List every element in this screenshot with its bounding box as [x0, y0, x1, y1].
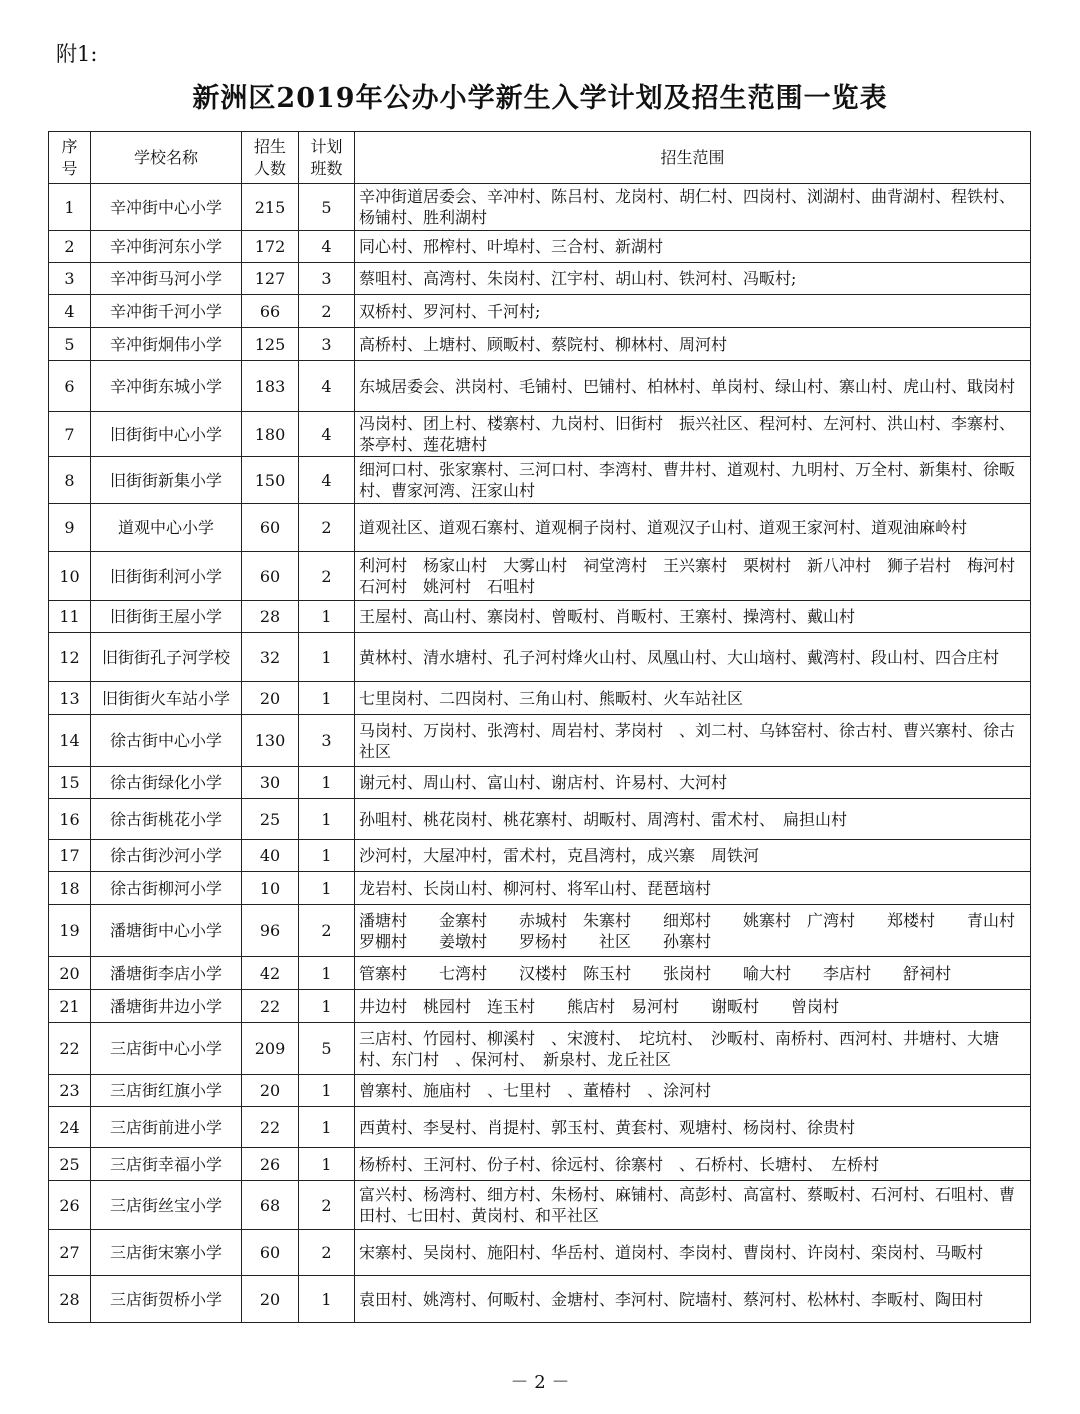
page-title: 新洲区2019年公办小学新生入学计划及招生范围一览表 — [192, 83, 888, 114]
student-count: 215 — [242, 184, 299, 231]
student-count: 68 — [242, 1181, 299, 1230]
school-name: 旧街街利河小学 — [91, 552, 242, 601]
class-count: 3 — [299, 715, 355, 767]
row-number: 17 — [49, 840, 91, 872]
enrollment-range: 辛冲街道居委会、辛冲村、陈吕村、龙岗村、胡仁村、四岗村、浏湖村、曲背湖村、程铁村、杨铺村、胜利湖村 — [355, 184, 1031, 231]
student-count: 60 — [242, 1230, 299, 1276]
school-name: 辛冲街河东小学 — [91, 231, 242, 263]
table-row — [49, 552, 1031, 601]
school-name: 三店街宋寨小学 — [91, 1230, 242, 1276]
row-number: 20 — [49, 957, 91, 990]
school-name: 潘塘街李店小学 — [91, 957, 242, 990]
school-name: 三店街前进小学 — [91, 1107, 242, 1148]
class-count: 4 — [299, 412, 355, 457]
row-number: 27 — [49, 1230, 91, 1276]
class-count: 1 — [299, 872, 355, 905]
enrollment-range: 同心村、邢榨村、叶埠村、三合村、新湖村 — [355, 231, 1031, 263]
class-count: 3 — [299, 328, 355, 361]
enrollment-range: 王屋村、高山村、寨岗村、曾畈村、肖畈村、王寨村、操湾村、戴山村 — [355, 601, 1031, 633]
student-count: 20 — [242, 1075, 299, 1107]
school-name: 辛冲街中心小学 — [91, 184, 242, 231]
student-count: 22 — [242, 1107, 299, 1148]
table-row — [49, 457, 1031, 504]
student-count: 172 — [242, 231, 299, 263]
school-name: 徐古街柳河小学 — [91, 872, 242, 905]
row-number: 21 — [49, 990, 91, 1023]
class-count: 5 — [299, 184, 355, 231]
student-count: 183 — [242, 361, 299, 412]
school-name: 旧街街新集小学 — [91, 457, 242, 504]
table-row — [49, 799, 1031, 840]
row-number: 1 — [49, 184, 91, 231]
class-count: 2 — [299, 1230, 355, 1276]
enrollment-range: 利河村 杨家山村 大雾山村 祠堂湾村 王兴寨村 栗树村 新八冲村 狮子岩村 梅河村 石河村 姚河村 石咀村 — [355, 552, 1031, 601]
enrollment-range: 井边村 桃园村 连玉村 熊店村 易河村 谢畈村 曾岗村 — [355, 990, 1031, 1023]
school-name: 潘塘街井边小学 — [91, 990, 242, 1023]
row-number: 19 — [49, 905, 91, 957]
school-name: 三店街中心小学 — [91, 1023, 242, 1075]
row-number: 16 — [49, 799, 91, 840]
table-row — [49, 767, 1031, 799]
row-number: 25 — [49, 1148, 91, 1181]
table-row — [49, 872, 1031, 905]
row-number: 11 — [49, 601, 91, 633]
table-row — [49, 1230, 1031, 1276]
enrollment-range: 西黄村、李旻村、肖提村、郭玉村、黄套村、观塘村、杨岗村、徐贵村 — [355, 1107, 1031, 1148]
enrollment-range: 孙咀村、桃花岗村、桃花寨村、胡畈村、周湾村、雷术村、 扁担山村 — [355, 799, 1031, 840]
row-number: 12 — [49, 633, 91, 682]
table-header-row — [49, 132, 1031, 184]
student-count: 66 — [242, 295, 299, 328]
class-count: 1 — [299, 767, 355, 799]
row-number: 7 — [49, 412, 91, 457]
table-row — [49, 1107, 1031, 1148]
row-number: 28 — [49, 1276, 91, 1323]
class-count: 1 — [299, 840, 355, 872]
student-count: 125 — [242, 328, 299, 361]
enrollment-range: 道观社区、道观石寨村、道观桐子岗村、道观汉子山村、道观王家河村、道观油麻岭村 — [355, 504, 1031, 552]
school-name: 旧街街中心小学 — [91, 412, 242, 457]
table-row — [49, 1276, 1031, 1323]
table-row — [49, 601, 1031, 633]
enrollment-range: 曾寨村、施庙村 、七里村 、董椿村 、涂河村 — [355, 1075, 1031, 1107]
page-number: － 2 － — [510, 1372, 570, 1393]
school-name: 旧街街火车站小学 — [91, 682, 242, 715]
enrollment-range: 蔡咀村、高湾村、朱岗村、江宇村、胡山村、铁河村、冯畈村; — [355, 263, 1031, 295]
class-count: 1 — [299, 990, 355, 1023]
enrollment-range: 富兴村、杨湾村、细方村、朱杨村、麻铺村、高彭村、高富村、蔡畈村、石河村、石咀村、曹田村、七田村、黄岗村、和平社区 — [355, 1181, 1031, 1230]
student-count: 42 — [242, 957, 299, 990]
row-number: 26 — [49, 1181, 91, 1230]
row-number: 13 — [49, 682, 91, 715]
attachment-label: 附1: — [56, 42, 98, 66]
enrollment-table — [48, 131, 1048, 1323]
row-number: 4 — [49, 295, 91, 328]
student-count: 150 — [242, 457, 299, 504]
enrollment-range: 管寨村 七湾村 汉楼村 陈玉村 张岗村 喻大村 李店村 舒祠村 — [355, 957, 1031, 990]
school-name: 旧街街王屋小学 — [91, 601, 242, 633]
class-count: 1 — [299, 957, 355, 990]
school-name: 三店街幸福小学 — [91, 1148, 242, 1181]
enrollment-range: 宋寨村、吴岗村、施阳村、华岳村、道岗村、李岗村、曹岗村、许岗村、栾岗村、马畈村 — [355, 1230, 1031, 1276]
school-name: 辛冲街东城小学 — [91, 361, 242, 412]
table-row — [49, 504, 1031, 552]
student-count: 25 — [242, 799, 299, 840]
table-row — [49, 905, 1031, 957]
student-count: 180 — [242, 412, 299, 457]
table-row — [49, 957, 1031, 990]
table-row — [49, 990, 1031, 1023]
class-count: 4 — [299, 457, 355, 504]
row-number: 10 — [49, 552, 91, 601]
class-count: 2 — [299, 1181, 355, 1230]
table-row — [49, 412, 1031, 457]
enrollment-range: 冯岗村、团上村、楼寨村、九岗村、旧街村 振兴社区、程河村、左河村、洪山村、李寨村、茶亭村、莲花塘村 — [355, 412, 1031, 457]
student-count: 20 — [242, 1276, 299, 1323]
student-count: 96 — [242, 905, 299, 957]
class-count: 1 — [299, 799, 355, 840]
student-count: 130 — [242, 715, 299, 767]
enrollment-range: 细河口村、张家寨村、三河口村、李湾村、曹井村、道观村、九明村、万全村、新集村、徐畈村、曹家河湾、汪家山村 — [355, 457, 1031, 504]
class-count: 1 — [299, 1107, 355, 1148]
school-name: 三店街红旗小学 — [91, 1075, 242, 1107]
enrollment-range: 杨桥村、王河村、份子村、徐远村、徐寨村 、石桥村、长塘村、 左桥村 — [355, 1148, 1031, 1181]
class-count: 1 — [299, 633, 355, 682]
header-range: 招生范围 — [355, 132, 1031, 184]
row-number: 14 — [49, 715, 91, 767]
student-count: 209 — [242, 1023, 299, 1075]
header-students: 招生 人数 — [242, 132, 299, 184]
table-row — [49, 1075, 1031, 1107]
class-count: 1 — [299, 1075, 355, 1107]
table-row — [49, 840, 1031, 872]
row-number: 24 — [49, 1107, 91, 1148]
school-name: 徐古街绿化小学 — [91, 767, 242, 799]
row-number: 18 — [49, 872, 91, 905]
enrollment-range: 双桥村、罗河村、千河村; — [355, 295, 1031, 328]
table-row — [49, 633, 1031, 682]
header-classes: 计划 班数 — [299, 132, 355, 184]
row-number: 2 — [49, 231, 91, 263]
student-count: 60 — [242, 504, 299, 552]
row-number: 15 — [49, 767, 91, 799]
table-row — [49, 1023, 1031, 1075]
row-number: 3 — [49, 263, 91, 295]
school-name: 道观中心小学 — [91, 504, 242, 552]
class-count: 1 — [299, 601, 355, 633]
class-count: 1 — [299, 1276, 355, 1323]
school-name: 徐古街桃花小学 — [91, 799, 242, 840]
enrollment-range: 龙岩村、长岗山村、柳河村、将军山村、琵琶垴村 — [355, 872, 1031, 905]
student-count: 22 — [242, 990, 299, 1023]
student-count: 40 — [242, 840, 299, 872]
school-name: 潘塘街中心小学 — [91, 905, 242, 957]
row-number: 23 — [49, 1075, 91, 1107]
student-count: 30 — [242, 767, 299, 799]
enrollment-range: 东城居委会、洪岗村、毛铺村、巴铺村、柏林村、单岗村、绿山村、寨山村、虎山村、戢岗村 — [355, 361, 1031, 412]
header-school: 学校名称 — [91, 132, 242, 184]
enrollment-range: 黄林村、清水塘村、孔子河村烽火山村、凤凰山村、大山垴村、戴湾村、段山村、四合庄村 — [355, 633, 1031, 682]
table-row — [49, 361, 1031, 412]
class-count: 1 — [299, 682, 355, 715]
row-number: 5 — [49, 328, 91, 361]
school-name: 辛冲街马河小学 — [91, 263, 242, 295]
enrollment-range: 马岗村、万岗村、张湾村、周岩村、茅岗村 、刘二村、乌钵窑村、徐古村、曹兴寨村、徐古社区 — [355, 715, 1031, 767]
table-row — [49, 184, 1031, 231]
row-number: 22 — [49, 1023, 91, 1075]
enrollment-range: 高桥村、上塘村、顾畈村、蔡院村、柳林村、周河村 — [355, 328, 1031, 361]
enrollment-range: 三店村、竹园村、柳溪村 、宋渡村、 坨坑村、 沙畈村、南桥村、西河村、井塘村、大塘村、东门村 、保河村、 新泉村、龙丘社区 — [355, 1023, 1031, 1075]
student-count: 28 — [242, 601, 299, 633]
class-count: 1 — [299, 1148, 355, 1181]
table-row — [49, 328, 1031, 361]
school-name: 辛冲街千河小学 — [91, 295, 242, 328]
table-row — [49, 1181, 1031, 1230]
table-row — [49, 682, 1031, 715]
class-count: 2 — [299, 504, 355, 552]
row-number: 6 — [49, 361, 91, 412]
table-row — [49, 1148, 1031, 1181]
enrollment-range: 沙河村，大屋冲村，雷术村，克昌湾村，成兴寨 周铁河 — [355, 840, 1031, 872]
school-name: 徐古街中心小学 — [91, 715, 242, 767]
class-count: 5 — [299, 1023, 355, 1075]
student-count: 32 — [242, 633, 299, 682]
row-number: 8 — [49, 457, 91, 504]
table-row — [49, 295, 1031, 328]
header-no: 序 号 — [49, 132, 91, 184]
school-name: 徐古街沙河小学 — [91, 840, 242, 872]
table-body — [49, 184, 1048, 1323]
student-count: 60 — [242, 552, 299, 601]
school-name: 旧街街孔子河学校 — [91, 633, 242, 682]
school-name: 三店街丝宝小学 — [91, 1181, 242, 1230]
school-name: 辛冲街炯伟小学 — [91, 328, 242, 361]
class-count: 3 — [299, 263, 355, 295]
table-row — [49, 263, 1031, 295]
class-count: 4 — [299, 231, 355, 263]
enrollment-range: 谢元村、周山村、富山村、谢店村、许易村、大河村 — [355, 767, 1031, 799]
class-count: 2 — [299, 552, 355, 601]
table-row — [49, 715, 1031, 767]
student-count: 127 — [242, 263, 299, 295]
student-count: 10 — [242, 872, 299, 905]
enrollment-range: 潘塘村 金寨村 赤城村 朱寨村 细郑村 姚寨村 广湾村 郑楼村 青山村 罗棚村 姜墩村 罗杨村 社区 孙寨村 — [355, 905, 1031, 957]
enrollment-range: 七里岗村、二四岗村、三角山村、熊畈村、火车站社区 — [355, 682, 1031, 715]
class-count: 2 — [299, 295, 355, 328]
class-count: 2 — [299, 905, 355, 957]
student-count: 20 — [242, 682, 299, 715]
row-number: 9 — [49, 504, 91, 552]
student-count: 26 — [242, 1148, 299, 1181]
school-name: 三店街贺桥小学 — [91, 1276, 242, 1323]
enrollment-range: 袁田村、姚湾村、何畈村、金塘村、李河村、院墙村、蔡河村、松林村、李畈村、陶田村 — [355, 1276, 1031, 1323]
class-count: 4 — [299, 361, 355, 412]
table-row — [49, 231, 1031, 263]
